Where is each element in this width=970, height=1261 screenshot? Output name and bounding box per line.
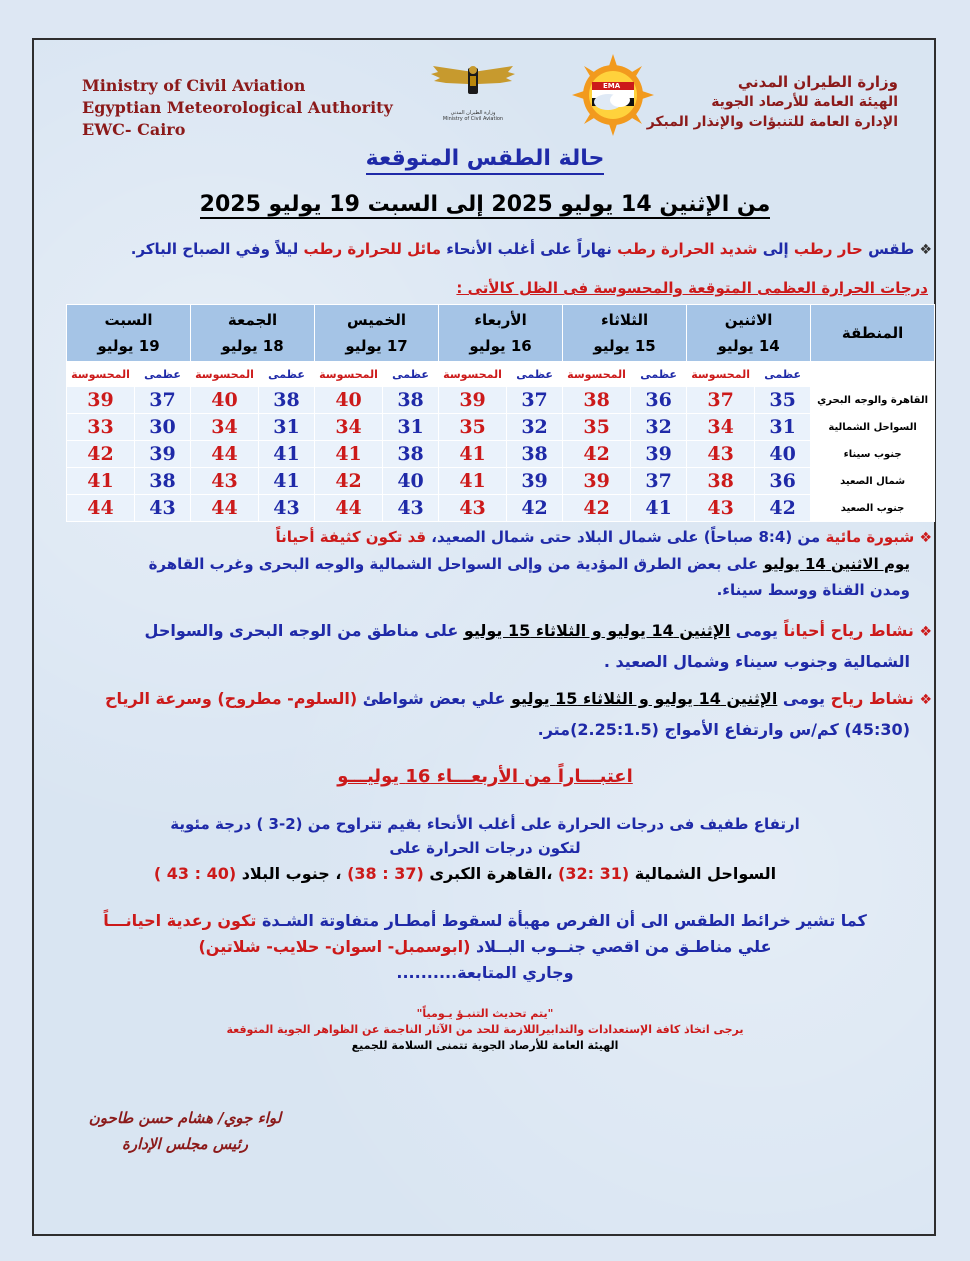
max-temp-cell: 38 [135, 468, 191, 495]
temperature-ranges: السواحل الشمالية (31 :32) ،القاهرة الكبرى (37 : 38) ، جنوب البلاد (40 : 43 ) [153, 864, 777, 883]
feels-like-cell: 44 [315, 495, 383, 522]
feels-like-cell: 43 [439, 495, 507, 522]
feels-like-cell: 35 [563, 414, 631, 441]
feels-like-cell: 43 [687, 495, 755, 522]
feels-like-cell: 34 [687, 414, 755, 441]
signature-block [80, 1105, 290, 1157]
region-cell: القاهرة والوجه البحري [811, 387, 935, 414]
region-cell: شمال الصعيد [811, 468, 935, 495]
diamond-bullet-icon: ❖ [919, 624, 932, 640]
footer-notes: "يتم تحديث التنبـؤ يـومياً" يرجى اتخاذ كافة الإستعدادات والتدابيراللازمة للحد من الآثار الناجمة عن الظواهر الجوية المتوقعة الهيئة العامة للأرصاد الجوية تتمنى السلامة للجميع [226, 1007, 744, 1052]
from-wednesday-heading: اعتبـــاراً من الأربعـــاء 16 يوليـــو [337, 766, 633, 787]
feel-label: المحسوسة [67, 362, 135, 387]
diamond-bullet-icon: ❖ [919, 530, 932, 546]
max-temp-cell: 41 [259, 468, 315, 495]
feels-like-cell: 34 [315, 414, 383, 441]
feels-like-cell: 42 [563, 495, 631, 522]
feels-like-cell: 34 [191, 414, 259, 441]
max-label: عظمى [507, 362, 563, 387]
max-label: عظمى [135, 362, 191, 387]
region-cell: جنوب الصعيد [811, 495, 935, 522]
table-intro: درجات الحرارة العظمى المتوقعة والمحسوسة فى الظل كالأتى : [456, 279, 928, 297]
max-temp-cell: 38 [259, 387, 315, 414]
max-temp-cell: 37 [631, 468, 687, 495]
max-label: عظمى [631, 362, 687, 387]
max-temp-cell: 41 [631, 495, 687, 522]
temperature-rows [67, 387, 935, 522]
day-header: الأربعاء 16 يوليو [439, 305, 563, 362]
day-header: الجمعة 18 يوليو [191, 305, 315, 362]
feels-like-cell: 40 [315, 387, 383, 414]
table-row [67, 468, 935, 495]
max-temp-cell: 40 [383, 468, 439, 495]
summary-bullet: ❖ طقس حار رطب إلى شديد الحرارة رطب نهاراً على أغلب الأنحاء مائل للحرارة رطب ليلاً وفي الصباح الباكر. [130, 240, 932, 258]
arabic-header [647, 72, 898, 132]
feels-like-cell: 44 [191, 441, 259, 468]
max-label: عظمى [755, 362, 811, 387]
en-authority: Egyptian Meteorological Authority [82, 98, 393, 117]
feels-like-cell: 37 [687, 387, 755, 414]
signatory-name: لواء جوي/ هشام حسن طاحون [88, 1109, 282, 1127]
day-header: الخميس 17 يوليو [315, 305, 439, 362]
feels-like-cell: 44 [67, 495, 135, 522]
english-header [82, 75, 393, 141]
civil-aviation-logo [428, 62, 518, 122]
en-center: EWC- Cairo [82, 120, 186, 139]
diamond-bullet-icon: ❖ [919, 692, 932, 708]
rain-notice: كما تشير خرائط الطقس الى أن الفرص مهيأة لسقوط أمطـار متفاوتة الشـدة تكون رعدية احيانـــاً علي مناطـق من اقصي جنــوب البــلاد (ابوسمبل- اسوان- حلايب- شلاتين) وجاري المتابعة.......... [103, 911, 867, 982]
wind-bullet-2: ❖ نشاط رياح يومى الإثنين 14 يوليو و الثلاثاء 15 يوليو علي بعض شواطئ (السلوم- مطروح) وسرعة الرياح (45:30) كم/س وارتفاع الأمواج (2.25:1.5)متر. [104, 689, 932, 739]
ema-logo [570, 52, 656, 138]
feel-label: المحسوسة [439, 362, 507, 387]
table-row [67, 441, 935, 468]
ema-label: EMA [603, 82, 621, 90]
max-temp-cell: 30 [135, 414, 191, 441]
max-temp-cell: 43 [135, 495, 191, 522]
feels-like-cell: 40 [191, 387, 259, 414]
max-temp-cell: 36 [631, 387, 687, 414]
ar-ministry: وزارة الطيران المدني [737, 73, 898, 91]
max-temp-cell: 31 [755, 414, 811, 441]
feels-like-cell: 44 [191, 495, 259, 522]
feels-like-cell: 43 [687, 441, 755, 468]
day-header: الاثنين 14 يوليو [687, 305, 811, 362]
max-temp-cell: 39 [135, 441, 191, 468]
feels-like-cell: 41 [67, 468, 135, 495]
feels-like-cell: 42 [563, 441, 631, 468]
feels-like-cell: 42 [67, 441, 135, 468]
fog-bullet: ❖ شبورة مائية من (8:4 صباحاً) على شمال البلاد حتى شمال الصعيد، قد تكون كثيفة أحياناً يوم الاثنين 14 يوليو على بعض الطرق المؤدية من وإلى السواحل الشمالية والوجه البحرى وغرب القاهرة ومدن القناة ووسط سيناء. [148, 528, 932, 599]
max-temp-cell: 40 [755, 441, 811, 468]
feels-like-cell: 39 [563, 468, 631, 495]
feels-like-cell: 41 [439, 468, 507, 495]
feels-like-cell: 35 [439, 414, 507, 441]
max-temp-cell: 37 [135, 387, 191, 414]
feels-like-cell: 41 [315, 441, 383, 468]
sun-cloud-icon [570, 52, 656, 138]
max-temp-cell: 42 [507, 495, 563, 522]
logo-caption-ar: وزارة الطيران المدني [450, 110, 496, 116]
diamond-bullet-icon: ❖ [919, 242, 932, 258]
feels-like-cell: 41 [439, 441, 507, 468]
max-temp-cell: 41 [259, 441, 315, 468]
max-temp-cell: 31 [383, 414, 439, 441]
en-ministry: Ministry of Civil Aviation [82, 76, 306, 95]
max-temp-cell: 43 [383, 495, 439, 522]
feels-like-cell: 39 [67, 387, 135, 414]
region-cell: جنوب سيناء [811, 441, 935, 468]
day-header: الثلاثاء 15 يوليو [563, 305, 687, 362]
temperature-rise: ارتفاع طفيف فى درجات الحرارة على أغلب الأنحاء بقيم تتراوح من (2-3 ) درجة مئوية لتكون درجات الحرارة على [170, 815, 800, 857]
feels-like-cell: 43 [191, 468, 259, 495]
max-temp-cell: 38 [507, 441, 563, 468]
max-temp-cell: 39 [507, 468, 563, 495]
max-label: عظمى [259, 362, 315, 387]
max-temp-cell: 42 [755, 495, 811, 522]
max-temp-cell: 31 [259, 414, 315, 441]
table-row [67, 495, 935, 522]
max-temp-cell: 38 [383, 441, 439, 468]
table-row [67, 414, 935, 441]
ar-authority: الهيئة العامة للأرصاد الجوية [711, 94, 898, 110]
logo-caption-en: Ministry of Civil Aviation [442, 116, 504, 122]
max-temp-cell: 38 [383, 387, 439, 414]
feel-label: المحسوسة [687, 362, 755, 387]
eagle-wings-icon [428, 62, 518, 106]
region-header-spacer [811, 362, 935, 387]
ar-department: الإدارة العامة للتنبؤات والإنذار المبكر [646, 114, 898, 130]
max-temp-cell: 32 [507, 414, 563, 441]
temperature-table [66, 304, 935, 522]
max-temp-cell: 39 [631, 441, 687, 468]
region-cell: السواحل الشمالية [811, 414, 935, 441]
feels-like-cell: 33 [67, 414, 135, 441]
day-header: السبت 19 يوليو [67, 305, 191, 362]
period-title: من الإثنين 14 يوليو 2025 إلى السبت 19 يوليو 2025 [199, 192, 771, 217]
table-row [67, 387, 935, 414]
feels-like-cell: 38 [563, 387, 631, 414]
max-temp-cell: 36 [755, 468, 811, 495]
max-temp-cell: 35 [755, 387, 811, 414]
region-header: المنطقة [811, 305, 935, 362]
feel-label: المحسوسة [563, 362, 631, 387]
feel-label: المحسوسة [315, 362, 383, 387]
signatory-role: رئيس مجلس الإدارة [122, 1135, 248, 1153]
feel-label: المحسوسة [191, 362, 259, 387]
max-label: عظمى [383, 362, 439, 387]
max-temp-cell: 37 [507, 387, 563, 414]
feels-like-cell: 39 [439, 387, 507, 414]
feels-like-cell: 38 [687, 468, 755, 495]
wind-bullet-1: ❖ نشاط رياح أحياناً يومى الإثنين 14 يوليو و الثلاثاء 15 يوليو على مناطق من الوجه البحرى والسواحل الشمالية وجنوب سيناء وشمال الصعيد . [144, 621, 932, 671]
max-temp-cell: 32 [631, 414, 687, 441]
max-temp-cell: 43 [259, 495, 315, 522]
feels-like-cell: 42 [315, 468, 383, 495]
page-title: حالة الطقس المتوقعة [0, 146, 970, 171]
